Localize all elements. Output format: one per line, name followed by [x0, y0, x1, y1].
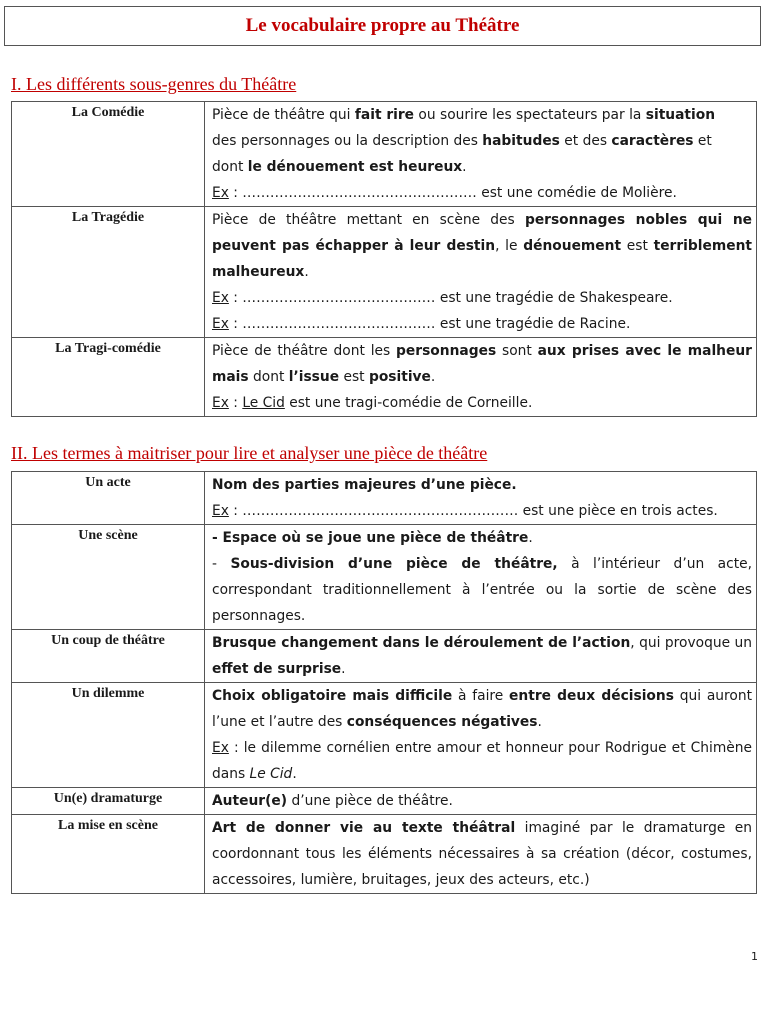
term-cell: La Tragi-comédie [12, 338, 205, 417]
table-row [12, 683, 757, 788]
term-cell: Un dilemme [12, 683, 205, 788]
table-row [12, 815, 757, 894]
page-number: 1 [751, 950, 758, 963]
subgenres-table [11, 101, 757, 417]
section-2-heading: II. Les termes à maitriser pour lire et analyser une pièce de théâtre [11, 443, 488, 463]
definition-cell: Brusque changement dans le déroulement de l’action, qui provoque un effet de surprise. [205, 630, 757, 683]
definition-cell: Pièce de théâtre mettant en scène des personnages nobles qui ne peuvent pas échapper à leur destin, le dénouement est terriblement malheureux. Ex : …………………………………… est une tragédie de Shakespeare. Ex : …………………………………… est une tragédie de Racine. [205, 207, 757, 338]
table-row [12, 525, 757, 630]
example-line: Ex : …………………………………… est une tragédie de Racine. [212, 316, 631, 332]
term-cell: Un(e) dramaturge [12, 788, 205, 815]
table-row [12, 630, 757, 683]
term-cell: Une scène [12, 525, 205, 630]
example-line: Ex : …………………………………… est une tragédie de Shakespeare. [212, 290, 673, 306]
definition-cell: Nom des parties majeures d’une pièce. Ex : …………………………………………………… est une pièce en trois actes. [205, 472, 757, 525]
document-title: Le vocabulaire propre au Théâtre [245, 15, 520, 36]
table-row [12, 472, 757, 525]
definition-cell: - Espace où se joue une pièce de théâtre. - Sous-division d’une pièce de théâtre, à l’intérieur d’un acte, correspondant traditionnellement à l’entrée ou la sortie de scène des personnages. [205, 525, 757, 630]
example-line: Ex : Le Cid est une tragi-comédie de Corneille. [212, 395, 533, 411]
table-row [12, 207, 757, 338]
example-line: Ex : le dilemme cornélien entre amour et honneur pour Rodrigue et Chimène dans Le Cid. [212, 740, 752, 782]
term-cell: La Comédie [12, 102, 205, 207]
table-row [12, 338, 757, 417]
table-row [12, 788, 757, 815]
definition-cell: Auteur(e) d’une pièce de théâtre. [205, 788, 757, 815]
definition-cell: Art de donner vie au texte théâtral imaginé par le dramaturge en coordonnant tous les éléments nécessaires à sa création (décor, costumes, accessoires, lumière, bruitages, jeux des acteurs, etc.) [205, 815, 757, 894]
term-cell: Un coup de théâtre [12, 630, 205, 683]
definition-cell: Pièce de théâtre qui fait rire ou sourire les spectateurs par la situation des personnages ou la description des habitudes et des caractères et dont le dénouement est heureux. Ex : …………………………………………… est une comédie de Molière. [205, 102, 757, 207]
table-row [12, 102, 757, 207]
example-line: Ex : …………………………………………………… est une pièce en trois actes. [212, 503, 718, 519]
term-cell: La mise en scène [12, 815, 205, 894]
example-line: Ex : …………………………………………… est une comédie de Molière. [212, 185, 677, 201]
definition-cell: Pièce de théâtre dont les personnages sont aux prises avec le malheur mais dont l’issue est positive. Ex : Le Cid est une tragi-comédie de Corneille. [205, 338, 757, 417]
title-box [4, 6, 761, 46]
terms-table [11, 471, 757, 894]
term-cell: La Tragédie [12, 207, 205, 338]
term-cell: Un acte [12, 472, 205, 525]
section-1-heading: I. Les différents sous-genres du Théâtre [11, 74, 297, 94]
definition-cell: Choix obligatoire mais difficile à faire entre deux décisions qui auront l’une et l’autre des conséquences négatives. Ex : le dilemme cornélien entre amour et honneur pour Rodrigue et Chimène dans Le Cid. [205, 683, 757, 788]
